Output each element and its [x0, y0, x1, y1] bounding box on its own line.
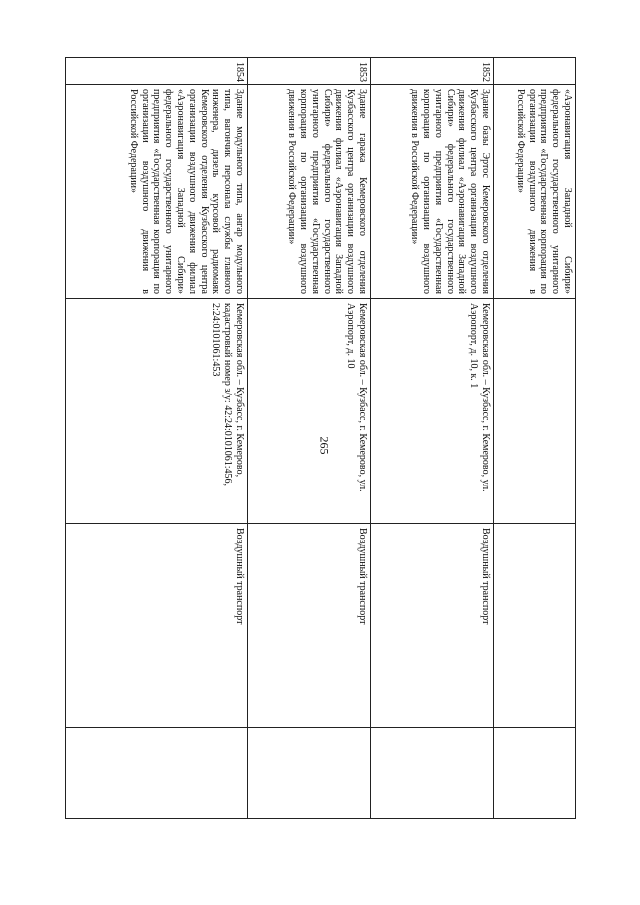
row-number	[494, 58, 576, 85]
object-address	[494, 299, 576, 524]
row-number: 1853	[248, 58, 371, 85]
page-number: 265	[317, 436, 332, 455]
object-purpose: Воздушный транспорт	[66, 524, 248, 728]
object-name: Здание модульного типа, ангар модульного типа, вагончик персонала службы главного инженера, дизель курсовой радиомаяк Кемеровского отделения Кузбасского центра организации воздушного движения филиал «Аэронавигация Западной Сибири» федерального государственного унитарного предприятия «Государственная корпорация по организации воздушного движения в Российской Федерации»	[66, 85, 248, 299]
row-number: 1854	[66, 58, 248, 85]
object-extra	[494, 728, 576, 819]
object-purpose: Воздушный транспорт	[371, 524, 494, 728]
object-name: «Аэронавигация Западной Сибири» федерального государственного унитарного предприятия «Государственная корпорация по организации воздушного движения в Российской Федерации»	[494, 85, 576, 299]
object-address: Кемеровская обл. – Кузбасс, г. Кемерово, кадастровый номер з/у: 42:24:0101061:456, 2:24:0101061:453	[66, 299, 248, 524]
row-number: 1852	[371, 58, 494, 85]
table-row	[66, 58, 248, 819]
table-row	[371, 58, 494, 819]
object-address: Кемеровская обл. – Кузбасс, г. Кемерово, ул. Аэропорт, д. 10	[248, 299, 371, 524]
register-table	[65, 57, 576, 819]
document-table-area	[66, 57, 576, 819]
object-name: Здание гаража Кемеровского отделения Кузбасского центра организации воздушного движения филиал «Аэронавигация Западной Сибири» федерального государственного унитарного предприятия «Государственная корпорация по организации воздушного движения в Российской Федерации»	[248, 85, 371, 299]
table-row	[494, 58, 576, 819]
table-row	[248, 58, 371, 819]
object-extra	[371, 728, 494, 819]
object-address: Кемеровская обл. – Кузбасс, г. Кемерово, ул. Аэропорт, д. 10, к. 1	[371, 299, 494, 524]
object-extra	[66, 728, 248, 819]
rotated-table-frame	[66, 57, 576, 819]
object-purpose	[494, 524, 576, 728]
object-purpose: Воздушный транспорт	[248, 524, 371, 728]
object-extra	[248, 728, 371, 819]
object-name: Здание базы Эртос Кемеровского отделения Кузбасского центра организации воздушного движения филиал «Аэронавигация Западной Сибири» федерального государственного унитарного предприятия «Государственная корпорация по организации воздушного движения в Российской Федерации»	[371, 85, 494, 299]
